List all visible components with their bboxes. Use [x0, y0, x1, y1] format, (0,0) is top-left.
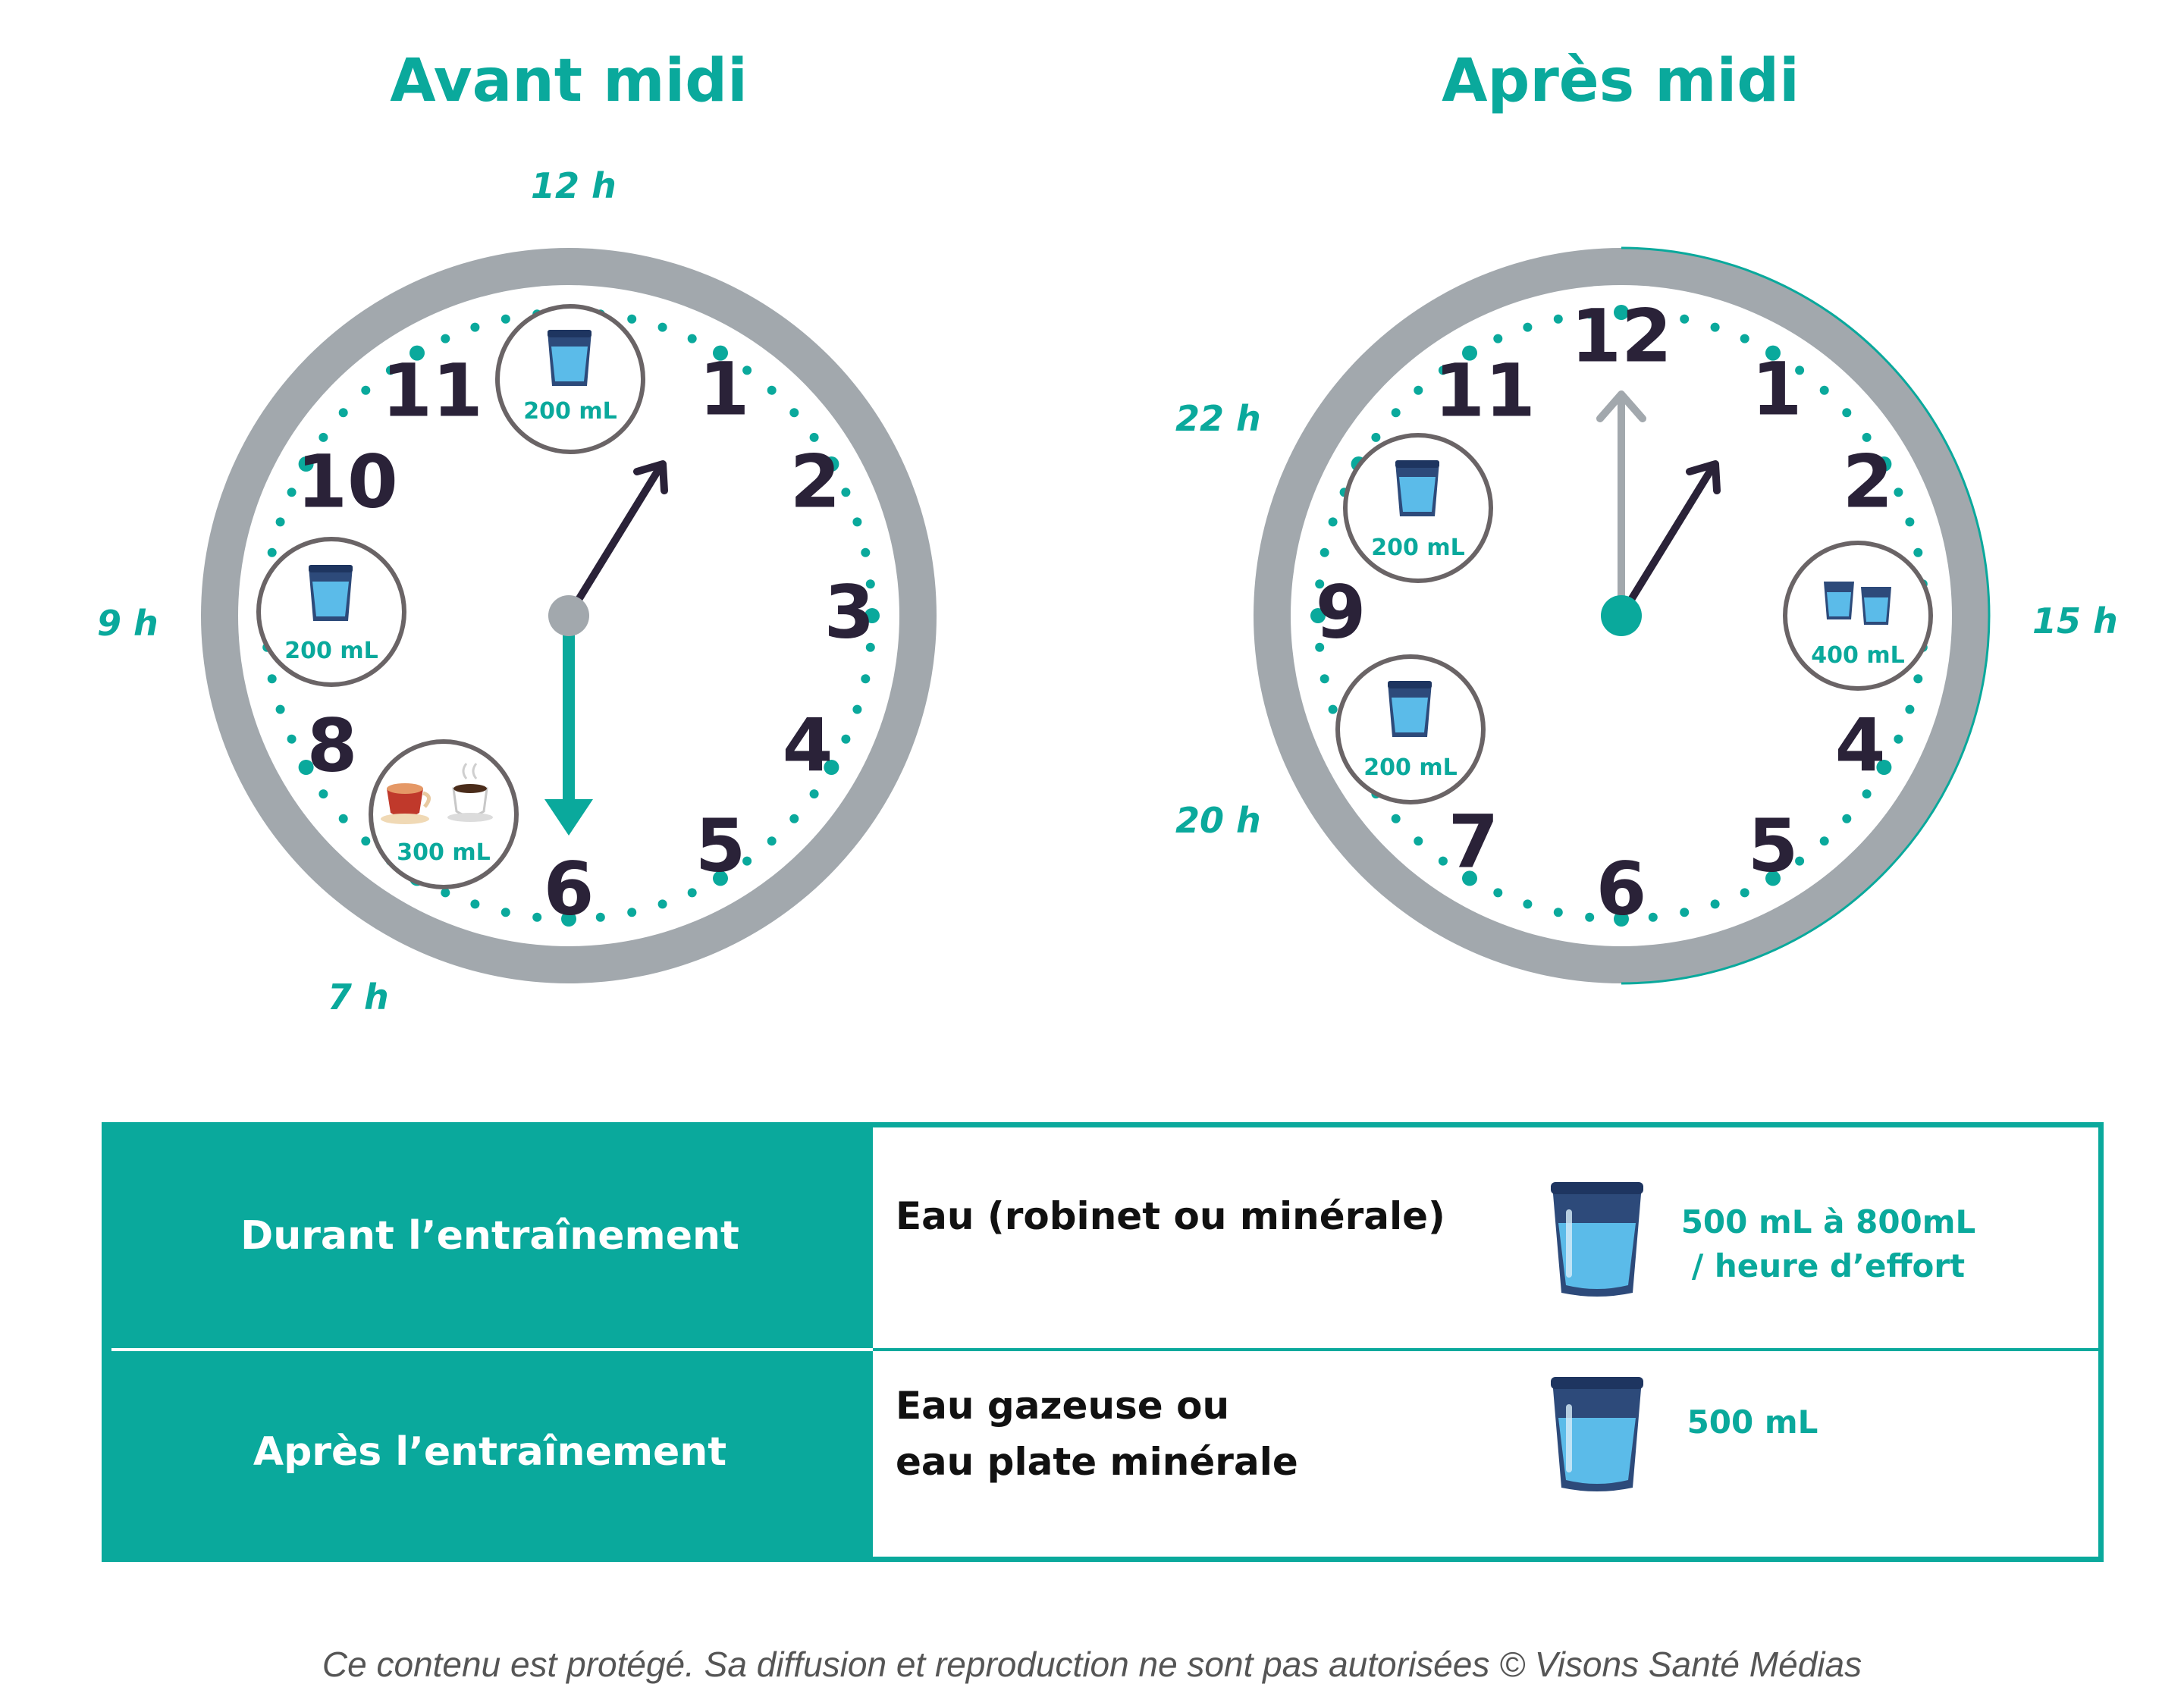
water-glass-icon: [309, 565, 353, 621]
minute-dot: [627, 315, 636, 324]
minute-dot: [767, 386, 777, 395]
minute-dot: [1842, 814, 1851, 823]
qty-line: 500 mL: [1687, 1403, 1818, 1441]
minute-dot: [1554, 315, 1563, 324]
minute-dot: [1711, 899, 1720, 908]
row-qty-after: [1669, 1400, 1836, 1444]
drink-qty: 200 mL: [1363, 754, 1458, 781]
minute-dot: [470, 323, 479, 332]
minute-dot: [1913, 674, 1922, 683]
minute-dot: [339, 408, 348, 417]
minute-dot: [1842, 408, 1851, 417]
minute-dot: [1523, 323, 1532, 332]
minute-dot: [1913, 548, 1922, 557]
minute-dot: [501, 315, 510, 324]
row-divider: [873, 1348, 2101, 1351]
drink-badge-11h: [497, 306, 643, 452]
minute-dot: [470, 899, 479, 908]
clock-number: 5: [695, 803, 746, 889]
clock-number: 2: [789, 439, 841, 525]
water-glass-icon: [1388, 681, 1432, 737]
minute-dot: [1894, 488, 1903, 497]
minute-dot: [1329, 705, 1338, 714]
hour-label-15h: 15 h: [2032, 601, 2118, 641]
clock-number: 10: [297, 439, 398, 525]
minute-dot: [1680, 315, 1689, 324]
hour-label-9h: 9 h: [97, 603, 158, 644]
minute-dot: [852, 705, 861, 714]
desc-line: eau plate minérale: [896, 1440, 1298, 1484]
minute-dot: [441, 888, 450, 897]
clock-title-morning: Avant midi: [390, 47, 748, 115]
minute-dot: [1905, 705, 1914, 714]
row-divider: [111, 1348, 873, 1351]
clock-number: 4: [782, 703, 833, 789]
minute-dot: [1493, 888, 1502, 897]
drink-qty: 200 mL: [1371, 535, 1465, 561]
minute-dot: [861, 674, 870, 683]
minute-dot: [841, 488, 850, 497]
hour-label-22h: 22 h: [1175, 398, 1261, 439]
clock-number: 6: [1596, 846, 1647, 932]
minute-dot: [361, 836, 370, 845]
drink-badge-22h: [1345, 435, 1491, 581]
hour-label-20h: 20 h: [1175, 800, 1261, 841]
minute-dot: [1820, 836, 1829, 845]
minute-dot: [688, 888, 697, 897]
minute-dot: [361, 386, 370, 395]
minute-dot: [1649, 913, 1658, 922]
minute-dot: [1414, 836, 1423, 845]
minute-dot: [276, 705, 285, 714]
water-glass-icon: [1548, 1179, 1646, 1300]
clock-morning: [182, 229, 956, 1002]
desc-line: Eau gazeuse ou: [896, 1384, 1230, 1428]
minute-dot: [1493, 334, 1502, 343]
minute-dot: [789, 408, 799, 417]
hour-label-12h: 12 h: [531, 165, 617, 206]
minute-dot: [1862, 789, 1872, 798]
drink-badge-7h: [371, 742, 516, 887]
minute-dot: [596, 913, 605, 922]
minute-dot: [789, 814, 799, 823]
drink-qty: 200 mL: [523, 398, 617, 425]
minute-dot: [810, 789, 819, 798]
minute-dot: [1740, 888, 1749, 897]
minute-dot: [1820, 386, 1829, 395]
clock-number: 11: [1434, 348, 1536, 434]
row-qty-during: [1669, 1200, 1988, 1288]
water-glass-icon: [1395, 460, 1439, 516]
clock-number: 9: [1315, 569, 1367, 655]
clock-number: 11: [381, 348, 483, 434]
row-label-after: Après l’entraînement: [253, 1429, 727, 1475]
minute-dot: [268, 548, 277, 557]
clock-number: 3: [824, 569, 875, 655]
drink-badge-9h: [259, 539, 404, 685]
minute-dot: [287, 735, 297, 744]
qty-line: 500 mL à 800mL: [1680, 1203, 1976, 1240]
minute-dot: [1371, 433, 1380, 442]
minute-dot: [1439, 857, 1448, 866]
minute-dot: [1320, 674, 1329, 683]
minute-dot: [1523, 899, 1532, 908]
minute-dot: [1392, 814, 1401, 823]
minute-dot: [1392, 408, 1401, 417]
qty-line: / heure d’effort: [1691, 1247, 1966, 1284]
row-desc-after: [896, 1378, 1298, 1490]
minute-dot: [1329, 517, 1338, 526]
drink-qty: 200 mL: [284, 638, 378, 664]
clock-number: 6: [543, 846, 595, 932]
minute-dot: [276, 517, 285, 526]
water-glass-icon: [548, 330, 592, 386]
clock-title-afternoon: Après midi: [1442, 47, 1800, 115]
minute-dot: [1320, 548, 1329, 557]
row-desc-during: [896, 1188, 1445, 1244]
minute-dot: [501, 908, 510, 917]
minute-dot: [861, 548, 870, 557]
desc-line: Eau (robinet ou minérale): [896, 1194, 1445, 1238]
minute-dot: [1585, 913, 1594, 922]
clock-number: 1: [1751, 347, 1803, 432]
hour-label-7h: 7 h: [328, 977, 389, 1018]
clock-number: 4: [1834, 703, 1886, 789]
clock-number: 5: [1747, 803, 1799, 889]
minute-dot: [532, 913, 541, 922]
minute-dot: [688, 334, 697, 343]
minute-dot: [1711, 323, 1720, 332]
minute-dot: [1680, 908, 1689, 917]
clock-center: [1601, 595, 1642, 636]
minute-dot: [1554, 908, 1563, 917]
clock-number: 12: [1571, 293, 1672, 379]
clock-center: [548, 595, 589, 636]
hydration-table: [102, 1122, 2104, 1562]
drink-qty: 400 mL: [1811, 642, 1905, 669]
minute-dot: [1905, 517, 1914, 526]
clock-number: 7: [1448, 799, 1499, 885]
minute-dot: [1740, 334, 1749, 343]
minute-dot: [268, 674, 277, 683]
clock-number: 1: [698, 347, 750, 432]
minute-dot: [287, 488, 297, 497]
row-label-during: Durant l’entraînement: [240, 1213, 739, 1259]
clock-afternoon: [1235, 229, 2008, 1002]
drink-qty: 300 mL: [397, 839, 491, 866]
minute-dot: [767, 836, 777, 845]
clock-number: 8: [306, 703, 358, 789]
minute-dot: [852, 517, 861, 526]
minute-dot: [841, 735, 850, 744]
minute-dot: [658, 323, 667, 332]
minute-dot: [658, 899, 667, 908]
clock-number: 2: [1842, 439, 1894, 525]
minute-dot: [318, 789, 328, 798]
minute-dot: [441, 334, 450, 343]
table-left-panel: [107, 1127, 873, 1557]
drink-badge-15h: [1785, 543, 1931, 688]
drink-badge-20h: [1338, 657, 1483, 802]
copyright-footer: Ce contenu est protégé. Sa diffusion et reproduction ne sont pas autorisées © Visons Santé Médias: [322, 1645, 1862, 1684]
water-glass-icon: [1548, 1374, 1646, 1495]
minute-dot: [627, 908, 636, 917]
minute-dot: [1414, 386, 1423, 395]
minute-dot: [339, 814, 348, 823]
minute-dot: [1894, 735, 1903, 744]
